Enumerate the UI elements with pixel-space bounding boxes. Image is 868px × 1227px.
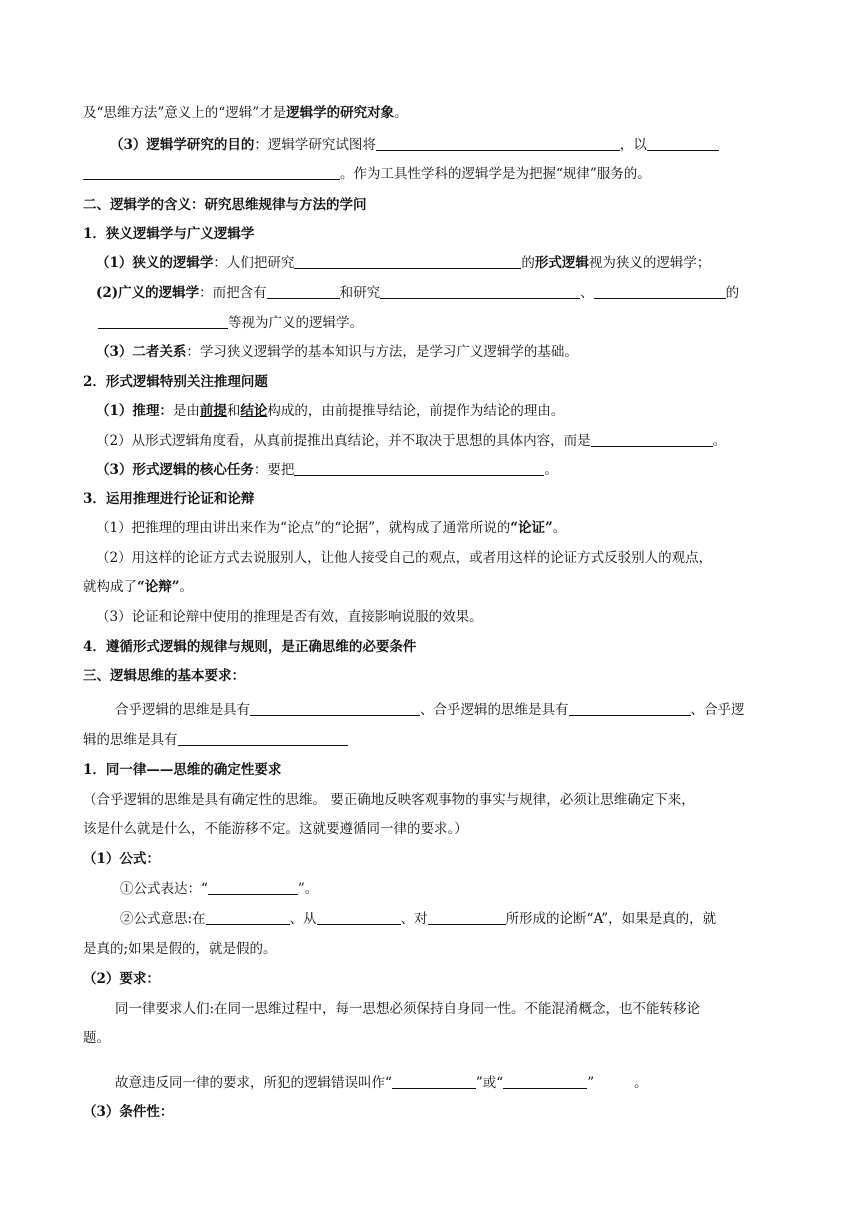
- section-heading: [83, 667, 245, 685]
- text-line: [96, 284, 739, 302]
- text: （2）从形式逻辑角度看，从真前提推出真结论，并不取决于思想的具体内容，而是: [96, 433, 591, 449]
- bold-text: “论证”: [510, 520, 553, 536]
- bold-text: （2）要求：: [83, 971, 160, 987]
- text: 和研究: [339, 285, 381, 301]
- text: 合乎逻辑的思维是具有: [115, 702, 250, 718]
- subheading: [83, 761, 281, 779]
- text: ：学习狭义逻辑学的基本知识与方法，是学习广义逻辑学的基础。: [186, 344, 578, 360]
- text: 的: [521, 255, 535, 271]
- blank-field[interactable]: [428, 910, 506, 925]
- blank-field[interactable]: [392, 1074, 476, 1089]
- blank-field[interactable]: [267, 284, 340, 299]
- bold-text: （3）逻辑学研究的目的: [110, 137, 255, 153]
- blank-field[interactable]: [376, 136, 620, 151]
- blank-field[interactable]: [98, 314, 228, 329]
- bold-text: 4．遵循形式逻辑的规律与规则，是正确思维的必要条件: [83, 639, 417, 655]
- text: 的: [725, 285, 740, 301]
- subheading: [83, 373, 268, 391]
- text-line: [110, 136, 719, 154]
- bold-text: 三、逻辑思维的基本要求：: [83, 668, 245, 684]
- text: 和: [226, 403, 241, 419]
- text: 是真的;如果是假的，就是假的。: [83, 941, 277, 957]
- text-line: [115, 701, 745, 719]
- text-line: [83, 578, 193, 596]
- text: 视为狭义的逻辑学；: [588, 255, 711, 271]
- text: 故意违反同一律的要求，所犯的逻辑错误叫作“: [115, 1075, 392, 1091]
- text-line: [120, 910, 716, 928]
- blank-field[interactable]: [178, 731, 348, 746]
- text: ①公式表达：“: [120, 881, 208, 897]
- text: 。: [179, 579, 194, 595]
- subheading: [83, 850, 160, 868]
- text: 就构成了: [83, 579, 137, 595]
- text: 。: [712, 433, 727, 449]
- text: 、从: [289, 911, 317, 927]
- text: ：要把: [253, 462, 295, 478]
- bold-text: 1．狭义逻辑学与广义逻辑学: [83, 226, 255, 242]
- text: 、合乎逻: [690, 702, 745, 718]
- text-line: [120, 880, 318, 898]
- blank-field[interactable]: [503, 1074, 587, 1089]
- blank-field[interactable]: [569, 701, 691, 716]
- bold-text: “论辩”: [137, 579, 180, 595]
- blank-field[interactable]: [317, 910, 401, 925]
- text: 辑的思维是具有: [83, 732, 178, 748]
- blank-field[interactable]: [380, 284, 580, 299]
- text-line: [83, 165, 651, 183]
- text: 及“思维方法”意义上的“逻辑”才是: [83, 105, 287, 121]
- bold-text: （3）形式逻辑的核心任务: [96, 462, 254, 478]
- subheading: [83, 970, 160, 988]
- text: （2）用这样的论证方式去说服别人，让他人接受自己的观点，或者用这样的论证方式反驳别人的观点，: [96, 550, 713, 566]
- text-line: [96, 402, 564, 420]
- bold-text: (2)广义的逻辑学: [96, 285, 200, 301]
- text: 构成的，由前提推导结论，前提作为结论的理由。: [267, 403, 565, 419]
- text: 等视为广义的逻辑学。: [228, 315, 363, 331]
- text: （3）论证和论辩中使用的推理是否有效，直接影响说服的效果。: [96, 609, 483, 625]
- text-line: [98, 314, 363, 332]
- blank-field[interactable]: [594, 284, 726, 299]
- text: （合乎逻辑的思维是具有确定性的思维。 要正确地反映客观事物的事实与规律，必须让思维确定下来，: [83, 792, 695, 808]
- bold-text: 前提: [199, 403, 227, 419]
- bold-text: （1）狭义的逻辑学: [96, 255, 214, 271]
- bold-text: 3．运用推理进行论证和论辩: [83, 491, 255, 507]
- text: 、对: [400, 911, 428, 927]
- text: 。: [544, 462, 558, 478]
- subheading: [83, 225, 254, 243]
- text-line: [96, 343, 578, 361]
- subheading: [83, 490, 254, 508]
- text-line: [96, 254, 710, 272]
- text-line: [96, 461, 558, 479]
- text-line: [83, 940, 277, 958]
- text: 。: [552, 520, 567, 536]
- bold-text: 1．同一律——思维的确定性要求: [83, 762, 282, 778]
- bold-text: 逻辑学的研究对象: [286, 105, 395, 121]
- blank-field[interactable]: [591, 432, 713, 447]
- subheading: [83, 1103, 173, 1121]
- blank-field[interactable]: [294, 461, 544, 476]
- text: 。: [634, 1075, 648, 1091]
- bold-text: （1）公式：: [83, 851, 160, 867]
- bold-text: （3）条件性：: [83, 1104, 174, 1120]
- bold-text: （1）推理：: [96, 403, 173, 419]
- text-line: [96, 549, 712, 567]
- text: 是由: [172, 403, 200, 419]
- text: ，以: [619, 137, 647, 153]
- text: ”。: [297, 881, 319, 897]
- text: 。: [394, 105, 408, 121]
- text: 题。: [83, 1030, 110, 1046]
- text: 该是什么就是什么，不能游移不定。这就要遵循同一律的要求。）: [83, 821, 468, 837]
- text-line: [96, 519, 566, 537]
- text-line: [83, 104, 408, 122]
- text-line: [115, 1074, 648, 1092]
- blank-field[interactable]: [647, 136, 719, 151]
- section-heading: [83, 196, 367, 214]
- text: 、: [580, 285, 594, 301]
- text: 。作为工具性学科的逻辑学是为把握“规律”服务的。: [340, 166, 651, 182]
- text: ”或“: [475, 1075, 504, 1091]
- text-line: [83, 820, 468, 838]
- text: ”: [587, 1075, 595, 1091]
- bold-text: （3）二者关系: [96, 344, 187, 360]
- text: ：人们把研究: [213, 255, 295, 271]
- blank-field[interactable]: [208, 880, 298, 895]
- text: ：而把含有: [199, 285, 267, 301]
- text: （1）把推理的理由讲出来作为“论点”的“论据”，就构成了通常所说的: [96, 520, 511, 536]
- bold-text: 结论: [240, 403, 268, 419]
- bold-text: 形式逻辑: [534, 255, 589, 271]
- text: 、合乎逻辑的思维是具有: [420, 702, 569, 718]
- text-line: [96, 432, 726, 450]
- blank-field[interactable]: [294, 254, 521, 269]
- text: 同一律要求人们:在同一思维过程中，每一思想必须保持自身同一性。不能混淆概念，也不能转移论: [115, 1001, 701, 1017]
- bold-text: 2．形式逻辑特别关注推理问题: [83, 374, 268, 390]
- blank-field[interactable]: [206, 910, 290, 925]
- text-line: [83, 791, 695, 809]
- text: 所形成的论断“A”，如果是真的，就: [505, 911, 717, 927]
- text: ②公式意思:在: [120, 911, 206, 927]
- blank-field[interactable]: [83, 165, 340, 180]
- text: ：逻辑学研究试图将: [254, 137, 376, 153]
- bold-text: 二、逻辑学的含义：研究思维规律与方法的学问: [83, 197, 367, 213]
- text-line: [83, 1029, 110, 1047]
- subheading: [83, 638, 416, 656]
- text-line: [115, 1000, 700, 1018]
- text-line: [83, 731, 348, 749]
- blank-field[interactable]: [250, 701, 420, 716]
- text-line: [96, 608, 483, 626]
